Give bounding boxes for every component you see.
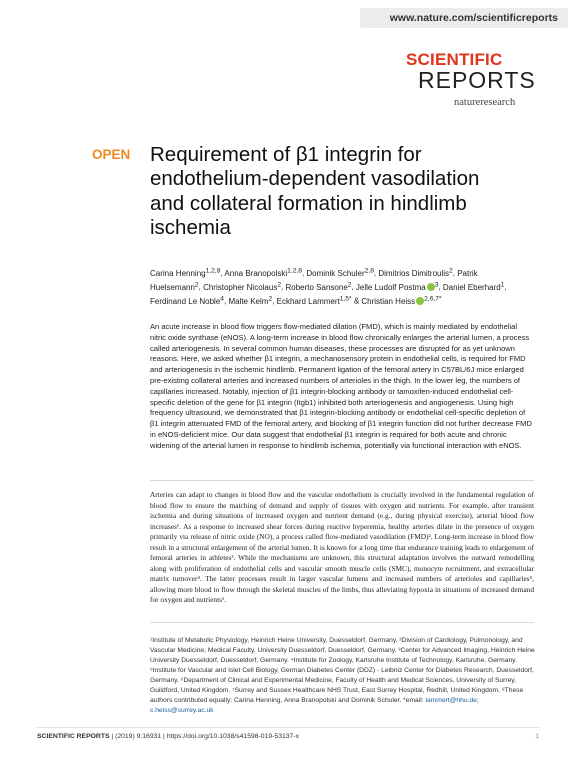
author: Malte Kelm$^2$ [228, 294, 273, 306]
affiliations-divider [150, 622, 534, 623]
open-access-label: OPEN [92, 147, 131, 162]
article-title: Requirement of β1 integrin for endothelium-dependent vasodilation and collateral formation in hindlimb ischemia [150, 143, 480, 239]
page-footer: SCIENTIFIC REPORTS | (2019) 9:16931 | https://doi.org/10.1038/s41598-019-53137-x 1 [37, 733, 539, 740]
author: Anna Branopolski$^{1,2,8}$ [224, 267, 302, 278]
publisher-logo: natureresearch [454, 97, 516, 108]
author: Ferdinand Le Noble$^4$ [150, 294, 224, 306]
email-link[interactable]: lammert@hhu.de [425, 697, 477, 704]
journal-url-bar [360, 8, 568, 28]
footer-doi[interactable]: | https://doi.org/10.1038/s41598-019-53137-x [161, 733, 299, 740]
orcid-icon[interactable] [427, 283, 435, 291]
author: Carina Henning$^{1,2,8}$ [150, 267, 221, 278]
author: Patrik Huelsemann$^2$ [150, 268, 478, 292]
footer-journal-name: SCIENTIFIC REPORTS [37, 733, 110, 740]
author: Jelle Ludolf Postma $^3$ [355, 280, 439, 292]
author: Dominik Schuler$^{2,8}$ [306, 267, 374, 278]
introduction-text: Arteries can adapt to changes in blood flow and the vascular endothelium is crucially involved in the fundamental regulation of blood flow to ensure the matching of demand and supply of tissues with oxygen and nutrients. For example, after transient ischemia and during situations of increased oxygen and nutrient demand (e.g., during physical exercise), arterial blood flow increases¹. As a response to increased shear forces during reactive hyperemia, healthy arteries dilate in the presence of oxygen primarily via release of nitric oxide (NO), a process called flow-mediated vasodilation (FMD)². Long-term increase in blood flow result in a structural enlargement of the arterial lumen. It is known for a long time that endurance training leads to enlargement of femoral arteries in athletes³. While the mechanisms are unknown, this structural adaptation involves the outward remodelling along with proliferation of endothelial cells and vascular smooth muscle cells (SMC), monocyte recruitment, and extracellular matrix turnover⁴. The latter processes result in larger vascular lumens and increased numbers of arterioles and capillaries⁵, allowing more blood to flow through the skeletal muscles of the limbs, thus alleviating hypoxia in situations of increased demand for oxygen and nutrients¹. [150, 490, 534, 604]
author-list: Carina Henning$^{1,2,8}$, Anna Branopolski$^{1,2,8}$, Dominik Schuler$^{2,8}$, Dimitrios Dimitroulis$^2$, Patrik Huelsemann$^2$, Christopher Nicolaus$^2$, Roberto Sansone$^2$, Jelle Ludolf Postma $^3$, Daniel Eberhard$^1$, Ferdinand Le Noble$^4$, Malte Kelm$^2$, Eckhard Lammert$^{1,5*}$ & Christian Heiss $^{2,6,7*}$ [150, 267, 507, 306]
email-link[interactable]: c.heiss@surrey.ac.uk [150, 707, 214, 714]
section-divider [150, 480, 534, 481]
author: Roberto Sansone$^2$ [285, 280, 352, 292]
author: Christopher Nicolaus$^2$ [203, 280, 282, 292]
footer-divider [37, 727, 539, 728]
footer-citation: (2019) 9:16931 [115, 733, 162, 740]
author: Dimitrios Dimitroulis$^2$ [378, 267, 453, 278]
journal-logo-scientific: SCIENTIFIC [406, 50, 503, 69]
journal-logo-reports: REPORTS [418, 67, 536, 93]
affiliations-text: ¹Institute of Metabolic Physiology, Heinrich Heine University, Duesseldorf, Germany. ²Division of Cardiology, Pulmonology, and Vascular Medicine, Medical Faculty, University Duesseldorf, Duesseldorf, Germany. ³Center for Advanced Imaging, Heinrich Heine University Duesseldorf, Duesseldorf, Germany. ⁴Institute for Zoology, Karlsruhe Institute of Technology, Karlsruhe, Germany. ⁵Institute for Vascular and Islet Cell Biology, German Diabetes Center (DDZ) - Leibniz Center for Diabetes Research, Duesseldorf, Germany. ⁶Department of Clinical and Experimental Medicine, Faculty of Health and Medical Sciences, University of Surrey, Guildford, United Kingdom. ⁷Surrey and Sussex Healthcare NHS Trust, East Surrey Hospital, Redhill, United Kingdom. ⁸These authors contributed equally: Carina Henning, Anna Branopolski and Dominik Schuler. *email: lammert@hhu.de; c.heiss@surrey.ac.uk [150, 637, 535, 714]
orcid-icon[interactable] [416, 297, 424, 305]
author: Daniel Eberhard$^1$ [442, 280, 505, 292]
abstract-text: An acute increase in blood flow triggers flow-mediated dilation (FMD), which is mainly mediated by endothelial nitric oxide synthase (eNOS). A long-term increase in blood flow chronically enlarges the arterial lumen, a process called arteriogenesis. In several common human diseases, these processes are disrupted for as yet unknown reasons. Here, we asked whether β1 integrin, a mechanosensory protein in endothelial cells, is required for FMD and arteriogenesis in the ischemic hindlimb. Permanent ligation of the femoral artery in C57BL/6J mice enlarged pre-existing collateral arteries and increased numbers of arterioles in the thigh. In the lower leg, the numbers of capillaries increased. Notably, injection of β1 integrin-blocking antibody or tamoxifen-induced endothelial cell-specific deletion of the gene for β1 integrin (Itgb1) inhibited both arteriogenesis and angiogenesis. Using high frequency ultrasound, we demonstrated that β1 integrin-blocking antibody or endothelial cell-specific depletion of β1 integrin attenuated FMD of the femoral artery, and blocking of β1 integrin function did not further decrease FMD in eNOS-deficient mice. Our data suggest that endothelial β1 integrin is required for both acute and chronic widening of the arterial lumen in response to hindlimb ischemia, potentially via functional interaction with eNOS. [150, 322, 532, 450]
page-number: 1 [535, 733, 539, 740]
journal-url-link[interactable]: www.nature.com/scientificreports [389, 12, 558, 24]
author: Eckhard Lammert$^{1,5*}$ [276, 294, 352, 306]
author: Christian Heiss $^{2,6,7*}$ [361, 294, 442, 306]
